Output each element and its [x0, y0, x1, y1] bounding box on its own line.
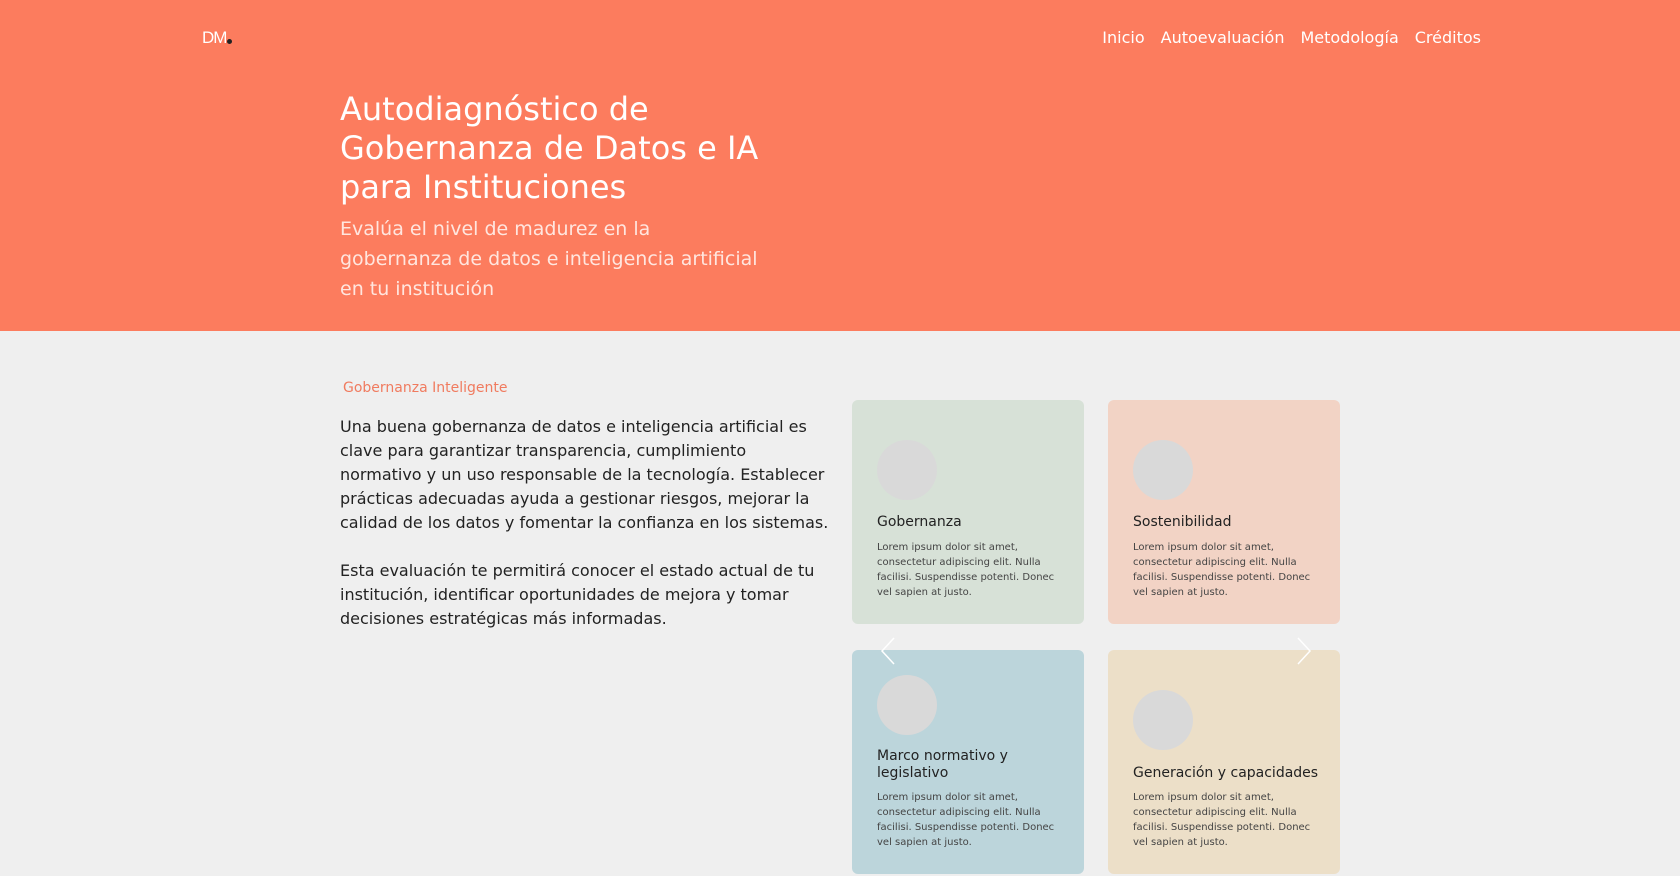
carousel-prev-button[interactable] [876, 636, 902, 666]
section-eyebrow: Gobernanza Inteligente [343, 380, 508, 396]
chevron-right-icon [1290, 636, 1316, 666]
hero-banner [0, 0, 1680, 331]
card-gobernanza[interactable] [852, 400, 1084, 624]
hero-title: Autodiagnóstico de Gobernanza de Datos e IA para Instituciones [340, 90, 759, 206]
card-title: Gobernanza [877, 514, 962, 530]
site-logo[interactable] [202, 28, 232, 48]
card-body: Lorem ipsum dolor sit amet, consectetur adipiscing elit. Nulla facilisi. Suspendisse potenti. Donec vel sapien at justo. [1133, 542, 1311, 598]
nav-link-inicio[interactable]: Inicio [1102, 28, 1145, 47]
chevron-left-icon [876, 636, 902, 666]
card-generacion-capacidades[interactable] [1108, 650, 1340, 874]
nav-link-creditos[interactable]: Créditos [1414, 28, 1481, 47]
card-image-placeholder [1133, 690, 1193, 750]
hero-subtitle: Evalúa el nivel de madurez en la gobernanza de datos e inteligencia artificial en tu institución [340, 218, 758, 300]
card-title: Generación y capacidades [1133, 765, 1319, 781]
card-sostenibilidad[interactable] [1108, 400, 1340, 624]
card-title: Sostenibilidad [1133, 514, 1232, 530]
carousel-next-button[interactable] [1290, 636, 1316, 666]
logo-dot [227, 39, 232, 44]
intro-text [340, 415, 830, 631]
card-image-placeholder [1133, 440, 1193, 500]
main-nav [1102, 28, 1481, 47]
card-body: Lorem ipsum dolor sit amet, consectetur adipiscing elit. Nulla facilisi. Suspendisse potenti. Donec vel sapien at justo. [877, 792, 1055, 848]
nav-link-metodologia[interactable]: Metodología [1300, 28, 1399, 47]
card-body: Lorem ipsum dolor sit amet, consectetur adipiscing elit. Nulla facilisi. Suspendisse potenti. Donec vel sapien at justo. [1133, 792, 1311, 848]
card-image-placeholder [877, 440, 937, 500]
intro-paragraph: Esta evaluación te permitirá conocer el estado actual de tu institución, identificar oportunidades de mejora y tomar decisiones estratégicas más informadas. [340, 561, 815, 628]
logo-text: DM [202, 28, 227, 47]
nav-link-autoevaluacion[interactable]: Autoevaluación [1160, 28, 1285, 47]
card-title: Marco normativo y legislativo [877, 748, 1008, 781]
intro-paragraph: Una buena gobernanza de datos e inteligencia artificial es clave para garantizar transparencia, cumplimiento normativo y un uso responsable de la tecnología. Establecer prácticas adecuadas ayuda a gestionar riesgos, mejorar la calidad de los datos y fomentar la confianza en los sistemas. [340, 417, 829, 532]
card-image-placeholder [877, 675, 937, 735]
card-marco-normativo[interactable] [852, 650, 1084, 874]
card-body: Lorem ipsum dolor sit amet, consectetur adipiscing elit. Nulla facilisi. Suspendisse potenti. Donec vel sapien at justo. [877, 542, 1055, 598]
